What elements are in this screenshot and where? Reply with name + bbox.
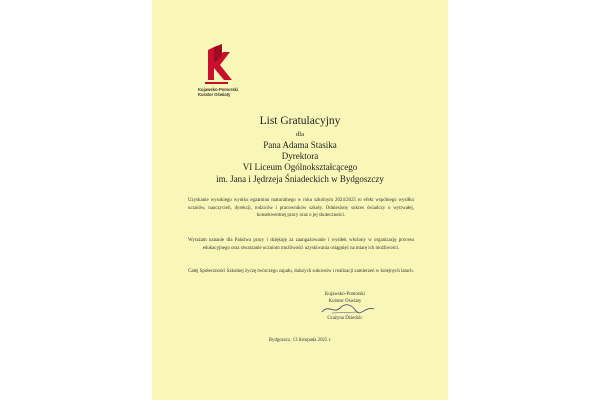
congratulation-letter (152, 0, 448, 400)
logo-line-2: Kurator Oświaty (198, 92, 231, 98)
signature-org-line-1: Kujawsko-Pomorski (324, 292, 366, 297)
logo-line-1: Kujawsko-Pomorski (198, 87, 239, 92)
paragraph-2: Wyrażam uznanie dla Państwa pracy i dziękuję za zaangażowanie i wysiłek włożony w organizację procesu edukacyjnego oraz stwarzanie uczniom możliwości uzyskiwania osiągnięć na miarę ich możliwości. (188, 238, 414, 251)
signature-org-line-2: Kurator Oświaty (328, 298, 362, 304)
school-name-line-1: VI Liceum Ogólnokształcącego (242, 162, 358, 172)
date-line: Bydgoszcz, 13 listopada 2025 r. (268, 338, 332, 343)
k-book-logo-icon (200, 44, 234, 86)
letter-title: List Gratulacyjny (259, 115, 341, 127)
logo-caption (198, 87, 258, 98)
dla-label: dla (296, 131, 304, 138)
signatory-name: Grażyna Dziedzic (327, 316, 363, 321)
school-name-line-2: im. Jana i Jędrzeja Śniadeckich w Bydgoszczy (216, 174, 384, 184)
recipient-role: Dyrektora (281, 151, 319, 161)
recipient-name: Pana Adama Stasika (263, 140, 337, 150)
paragraph-1: Uzyskanie wysokiego wyniku egzaminu maturalnego w roku szkolnym 2024/2025 to efekt wspólnego wysiłku uczniów, nauczycieli, dyrekcji, rodziców i pracowników szkoły. Odniesiony sukces świadczy o wytrwałej, konsekwentnej pracy oraz o jej skuteczności. (188, 198, 414, 219)
paragraph-3: Całej Społeczności Szkolnej życzę twórczego zapału, dalszych sukcesów i realizacji zamierzeń w kolejnych latach. (188, 269, 414, 274)
handwritten-signature-icon (318, 302, 378, 316)
